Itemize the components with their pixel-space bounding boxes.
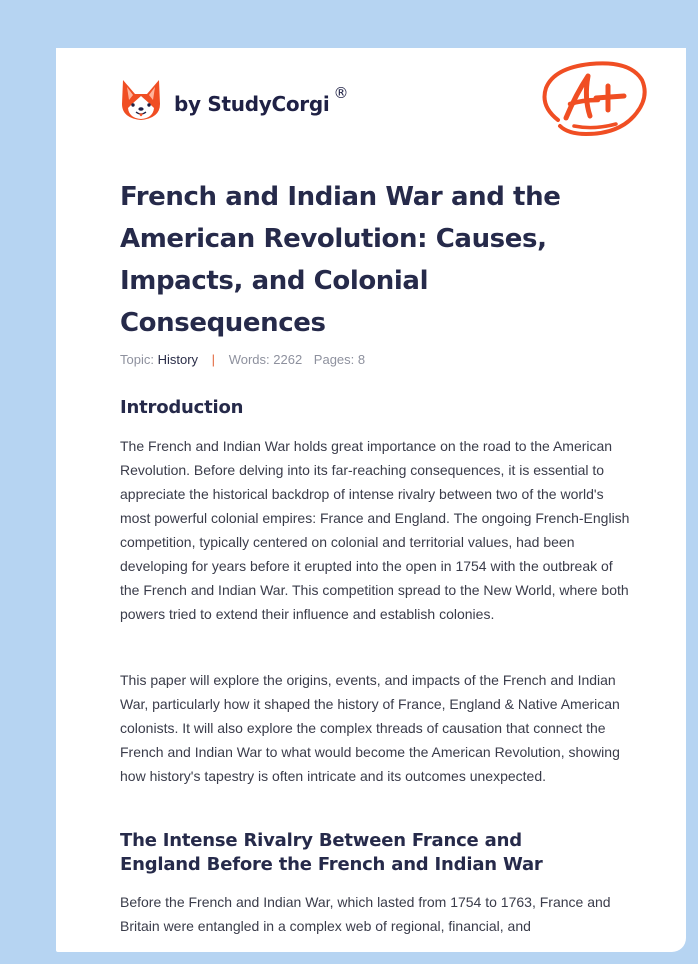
meta-separator: | [211, 352, 216, 367]
topic-label: Topic: [120, 352, 154, 367]
paragraph: The French and Indian War holds great importance on the road to the American Revolution. Before delving into its far-reaching consequences, it is essential to appreciate the historical backdrop of intense rivalry between two of the world's most powerful colonial empires: France and England. The ongoing French-English competition, typically centered on colonial and territorial values, had been developing for years before it erupted into the open in 1754 with the outbreak of the French and Indian War. This competition spread to the New World, where both powers tried to extend their influence and establish colonies. [120, 438, 630, 622]
pages-label: Pages: [313, 352, 355, 367]
corgi-face-icon [120, 78, 162, 122]
document-card [56, 48, 686, 952]
brand-name: by StudyCorgi [174, 92, 330, 116]
topic-link[interactable]: History [157, 352, 199, 367]
article-meta [120, 352, 365, 367]
a-plus-grade-icon [538, 58, 650, 140]
paragraph: Before the French and Indian War, which lasted from 1754 to 1763, France and Britain were entangled in a complex web of regional, financial, and [120, 894, 611, 934]
registered-mark: ® [333, 84, 349, 102]
word-count [229, 352, 306, 367]
section-heading: The Intense Rivalry Between France and England Before the French and Indian War [120, 830, 543, 875]
paragraph: This paper will explore the origins, events, and impacts of the French and Indian War, particularly how it shaped the history of France, England & Native American colonists. It will also explore the complex threads of causation that connect the French and Indian War to what would become the American Revolution, showing how history's tapestry is often intricate and its outcomes unexpected. [120, 672, 620, 784]
section-heading: Introduction [120, 397, 244, 418]
words-value: 2262 [273, 352, 303, 367]
brand-header[interactable] [120, 76, 348, 124]
article-title: French and Indian War and the American Revolution: Causes, Impacts, and Colonial Consequences [120, 182, 561, 338]
page-count [314, 352, 365, 367]
words-label: Words: [228, 352, 270, 367]
pages-value: 8 [357, 352, 366, 367]
